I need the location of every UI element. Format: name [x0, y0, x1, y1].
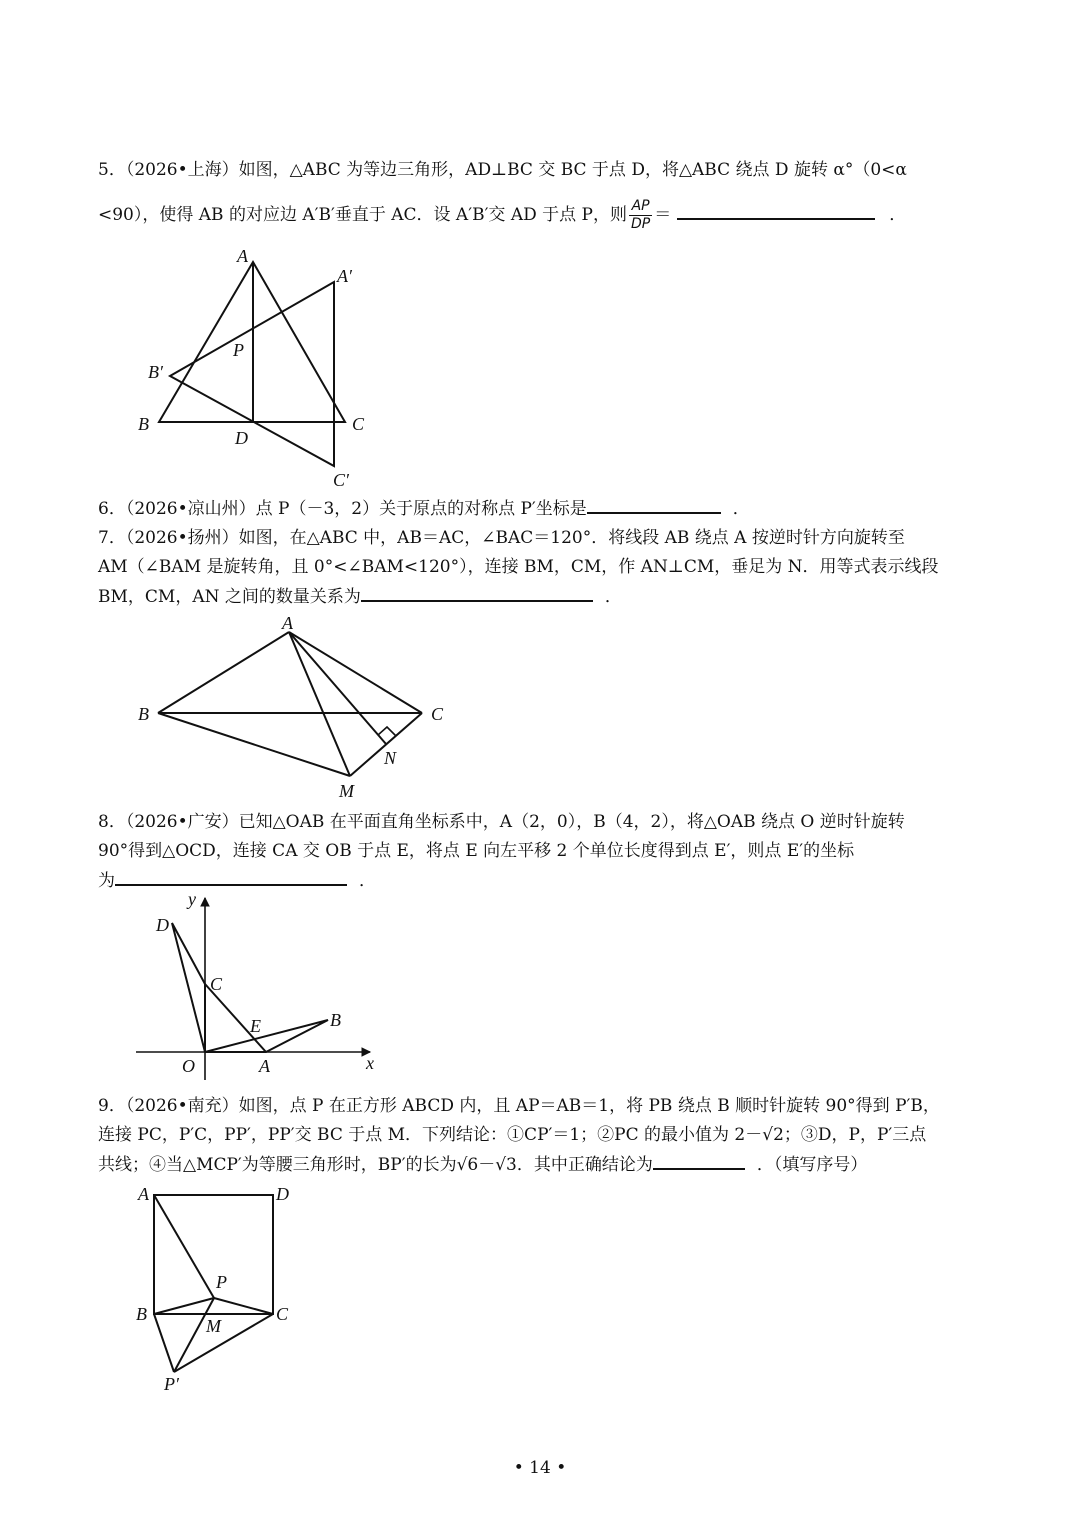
- problem-8-line-1: 8．（2026•广安）已知△OAB 在平面直角坐标系中，A（2，0），B（4，2），将△OAB 绕点 O 逆时针旋转: [98, 812, 905, 832]
- problem-7-line-3: BM，CM，AN 之间的数量关系为 ．: [98, 582, 998, 612]
- figure-problem-7: [130, 610, 460, 806]
- label-b: B: [136, 1304, 147, 1324]
- label-d: D: [156, 915, 169, 935]
- label-b: B: [138, 414, 149, 434]
- answer-blank-9[interactable]: [653, 1150, 745, 1170]
- page-number: • 14 •: [513, 1458, 567, 1478]
- label-a-prime: A′: [337, 266, 352, 286]
- answer-blank-6[interactable]: [587, 494, 721, 514]
- segment-pc: [214, 1298, 273, 1314]
- figure-problem-5: [130, 240, 390, 492]
- label-y: y: [188, 889, 196, 909]
- label-n: N: [384, 748, 397, 768]
- segment-an: [289, 632, 386, 744]
- segment-ab: [158, 632, 289, 713]
- figure-problem-9: [130, 1180, 310, 1394]
- label-b-prime: B′: [148, 362, 163, 382]
- fraction-ap-dp: $\frac{AP}{DP}$: [630, 198, 651, 232]
- label-b: B: [138, 704, 149, 724]
- label-c: C: [210, 974, 223, 994]
- y-axis-arrow: [201, 898, 209, 906]
- problem-6-line: 6．（2026•凉山州）点 P（－3，2）关于原点的对称点 P′坐标是 ．: [98, 494, 998, 524]
- label-p-prime: P′: [164, 1374, 179, 1394]
- right-angle-mark: [378, 727, 396, 736]
- label-o: O: [182, 1056, 195, 1076]
- label-x: x: [366, 1053, 374, 1073]
- problem-5-line-2: <90），使得 AB 的对应边 A′B′垂直于 AC．设 A′B′交 AD 于点 P，则 $\frac{AP}{DP}$ ＝ ．: [98, 198, 907, 232]
- segment-bm: [158, 713, 350, 776]
- label-m: M: [339, 781, 354, 801]
- label-c: C: [276, 1304, 289, 1324]
- problem-7-line-2: AM（∠BAM 是旋转角，且 0°<∠BAM<120°），连接 BM，CM，作 AN⊥CM，垂足为 N．用等式表示线段: [98, 557, 939, 577]
- segment-ap: [154, 1195, 214, 1298]
- triangle-oab: [205, 1020, 328, 1052]
- answer-blank-8[interactable]: [115, 866, 347, 886]
- problem-9-line-1: 9．（2026•南充）如图，点 P 在正方形 ABCD 内，且 AP＝AB＝1，将 PB 绕点 B 顺时针旋转 90°得到 P′B，: [98, 1096, 940, 1116]
- answer-blank-5[interactable]: [677, 200, 875, 220]
- label-c: C: [431, 704, 444, 724]
- label-p: P: [233, 340, 244, 360]
- problem-9-line-2: 连接 PC，P′C，PP′，PP′交 BC 于点 M．下列结论：①CP′＝1；②PC 的最小值为 2－√2；③D，P，P′三点: [98, 1125, 927, 1145]
- label-d: D: [276, 1184, 289, 1204]
- label-a: A: [259, 1056, 270, 1076]
- segment-bp: [154, 1298, 214, 1314]
- figure-problem-8: [130, 888, 390, 1084]
- label-e: E: [250, 1016, 261, 1036]
- segment-bp-prime: [154, 1314, 174, 1372]
- problem-7-line-1: 7．（2026•扬州）如图，在△ABC 中，AB＝AC，∠BAC＝120°．将线段 AB 绕点 A 按逆时针方向旋转至: [98, 528, 905, 548]
- label-m: M: [206, 1316, 221, 1336]
- segment-ac: [289, 632, 422, 713]
- problem-9-line-3: 共线；④当△MCP′为等腰三角形时，BP′的长为√6－√3．其中正确结论为 ．（填写序号）: [98, 1150, 998, 1180]
- problem-5-line-1: 5．（2026•上海）如图，△ABC 为等边三角形，AD⊥BC 交 BC 于点 D，将△ABC 绕点 D 旋转 α°（0<α: [98, 160, 907, 180]
- problem-8-line-3: 为 ．: [98, 866, 998, 896]
- triangle-ocd: [172, 923, 205, 1052]
- label-d: D: [235, 428, 248, 448]
- label-a: A: [282, 613, 293, 633]
- label-p: P: [216, 1272, 227, 1292]
- label-c: C: [352, 414, 365, 434]
- label-b: B: [330, 1010, 341, 1030]
- problem-8-line-2: 90°得到△OCD，连接 CA 交 OB 于点 E，将点 E 向左平移 2 个单位长度得到点 E′，则点 E′的坐标: [98, 841, 855, 861]
- segment-am: [289, 632, 350, 776]
- label-a: A: [237, 246, 248, 266]
- label-c-prime: C′: [333, 470, 349, 490]
- label-a: A: [138, 1184, 149, 1204]
- answer-blank-7[interactable]: [361, 582, 593, 602]
